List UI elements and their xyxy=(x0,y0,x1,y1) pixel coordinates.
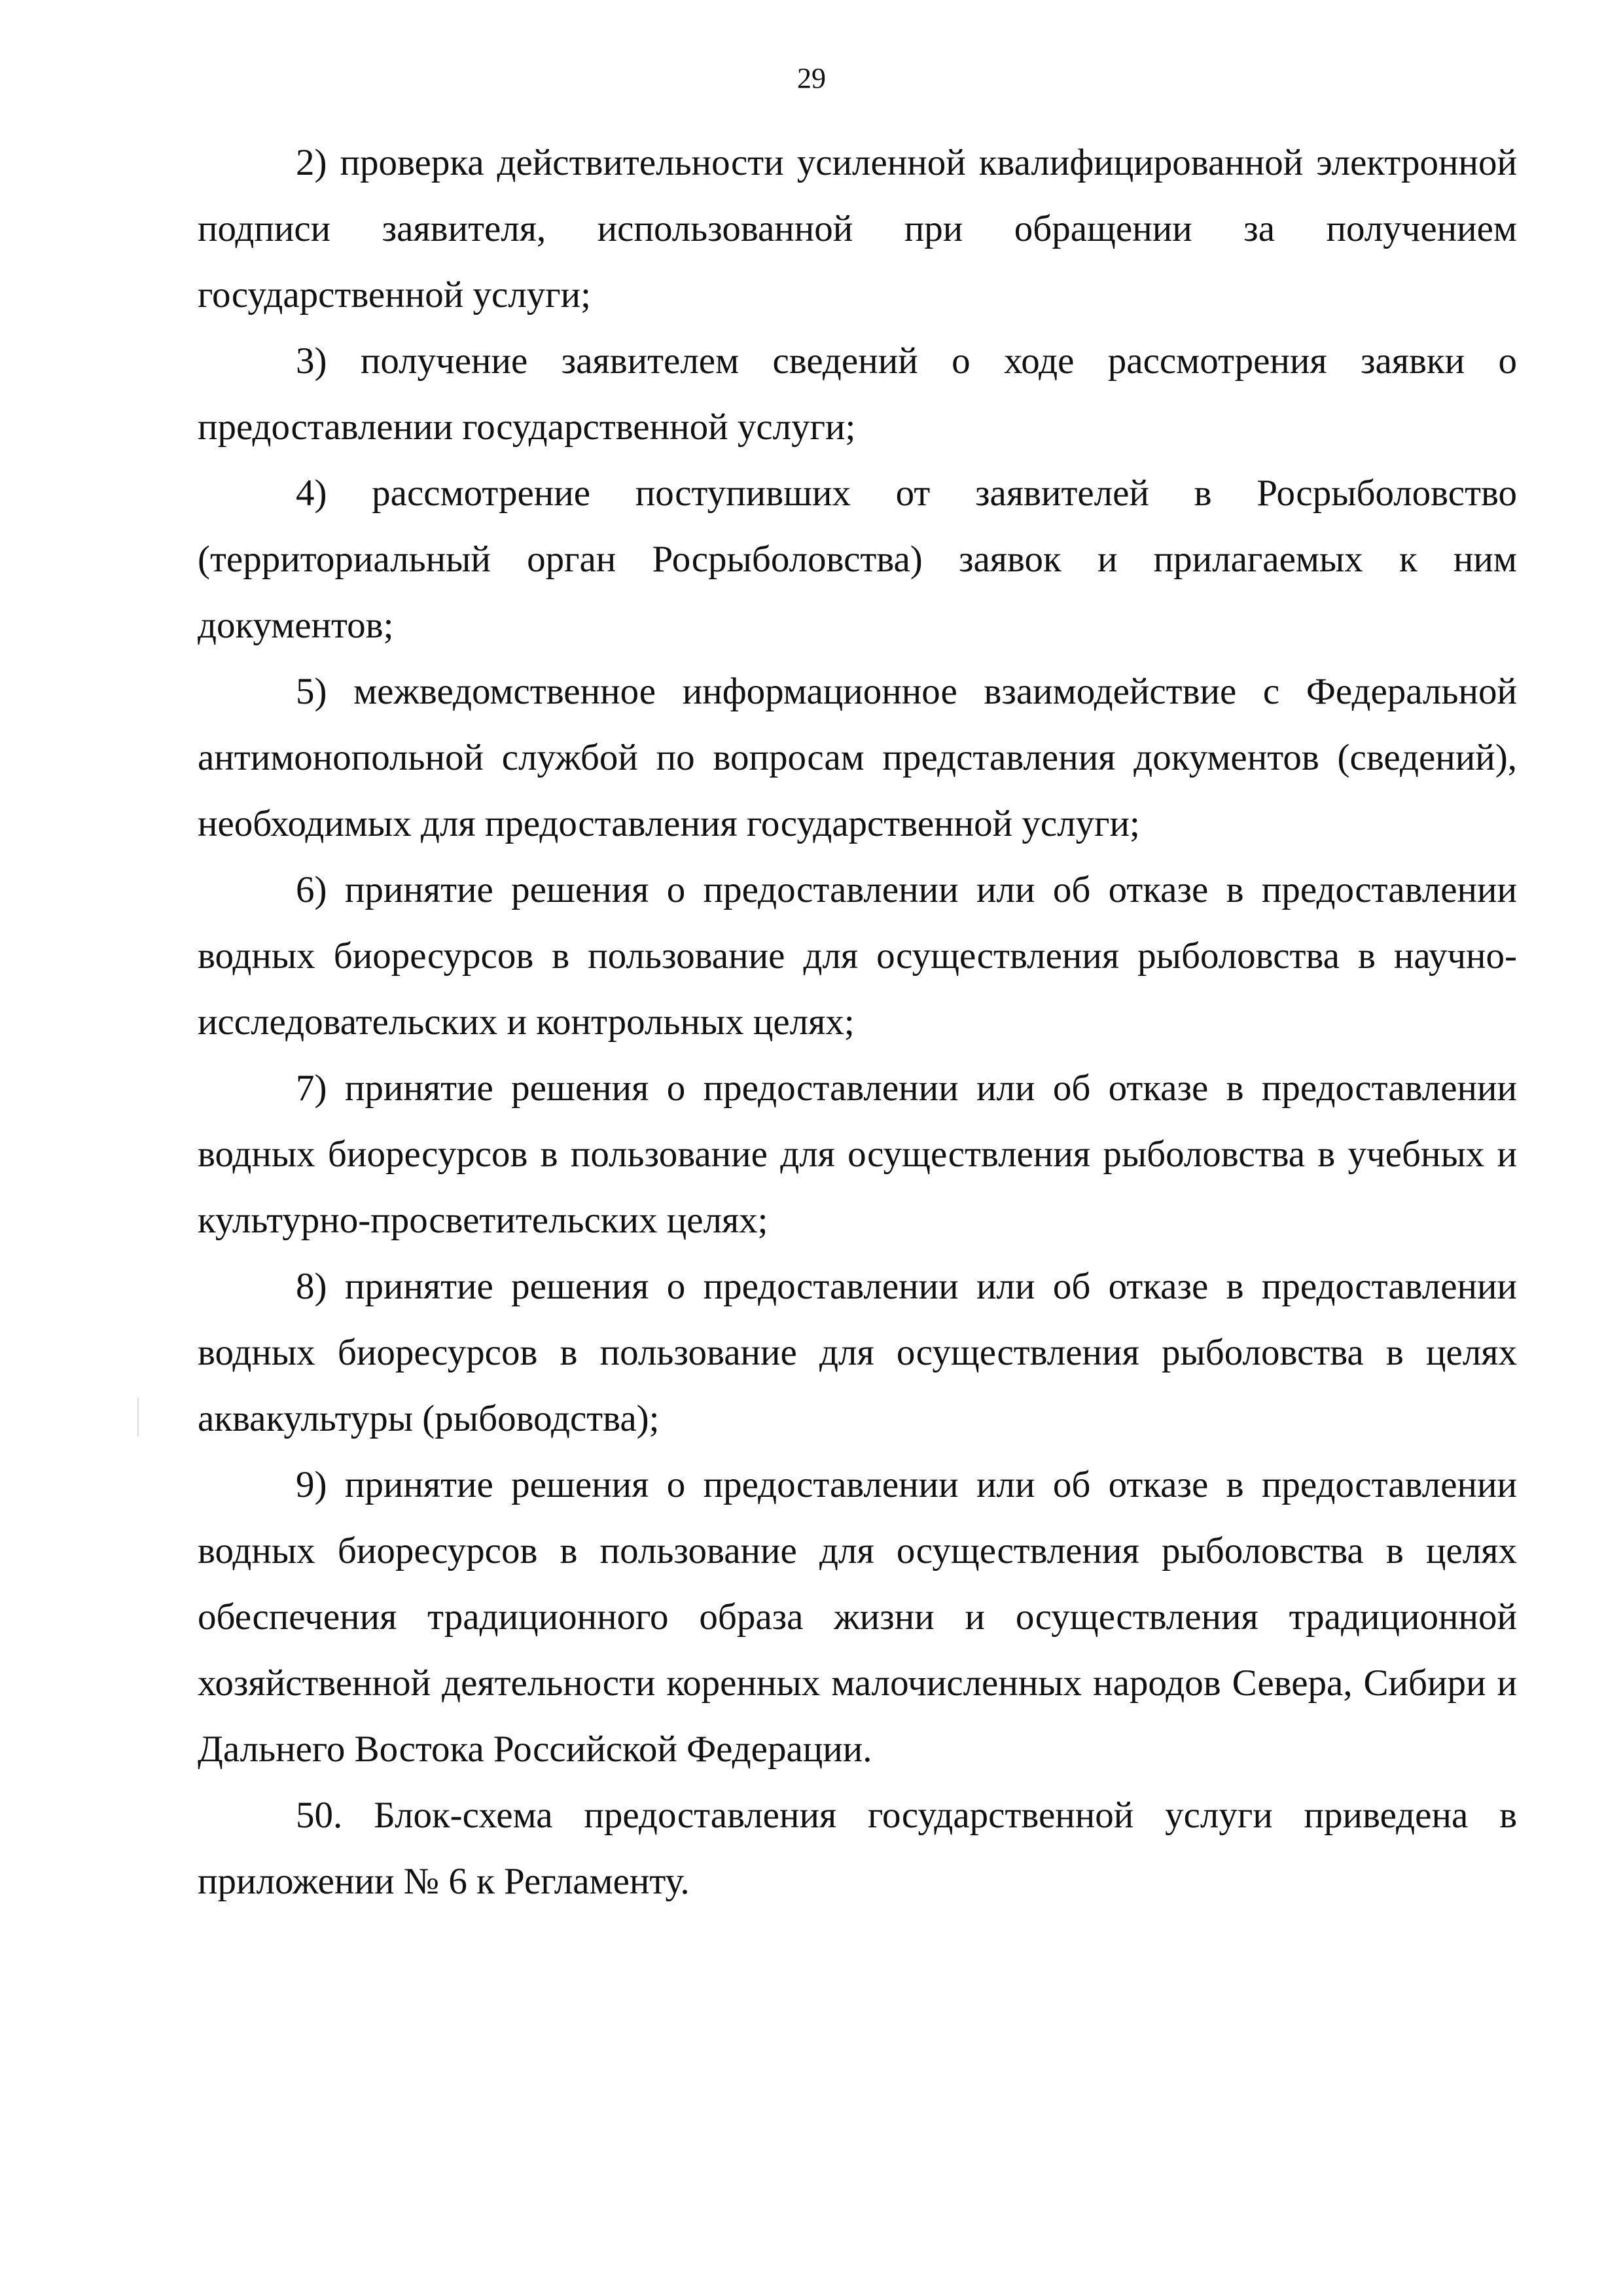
page-number: 29 xyxy=(797,62,826,94)
list-item-4: 4) рассмотрение поступивших от заявителей в Росрыболовство (территориальный орган Росрыболовства) заявок и прилагаемых к ним документов; xyxy=(198,473,1517,646)
scan-artifact-line xyxy=(137,1397,139,1437)
list-item-2: 2) проверка действительности усиленной квалифицированной электронной подписи заявителя, использованной при обращении за получением государственной услуги; xyxy=(198,142,1517,315)
list-item-7: 7) принятие решения о предоставлении или об отказе в предоставлении водных биоресурсов в пользование для осуществления рыболовства в учебных и культурно-просветительских целях; xyxy=(198,1067,1517,1241)
list-item-5: 5) межведомственное информационное взаимодействие с Федеральной антимонопольной службой по вопросам представления документов (сведений), необходимых для предоставления государственной услуги; xyxy=(198,671,1517,844)
list-item-9: 9) принятие решения о предоставлении или об отказе в предоставлении водных биоресурсов в пользование для осуществления рыболовства в целях обеспечения традиционного образа жизни и осуществления традиционной хозяйственной деятельности коренных малочисленных народов Севера, Сибири и Дальнего Востока Российской Федерации. xyxy=(198,1464,1517,1770)
document-body xyxy=(198,130,1517,1914)
paragraph-50: 50. Блок-схема предоставления государственной услуги приведена в приложении № 6 к Регламенту. xyxy=(198,1795,1517,1902)
list-item-6: 6) принятие решения о предоставлении или об отказе в предоставлении водных биоресурсов в пользование для осуществления рыболовства в научно-исследовательских и контрольных целях; xyxy=(198,869,1517,1043)
list-item-8: 8) принятие решения о предоставлении или об отказе в предоставлении водных биоресурсов в пользование для осуществления рыболовства в целях аквакультуры (рыбоводства); xyxy=(198,1266,1517,1439)
list-item-3: 3) получение заявителем сведений о ходе рассмотрения заявки о предоставлении государственной услуги; xyxy=(198,340,1517,448)
